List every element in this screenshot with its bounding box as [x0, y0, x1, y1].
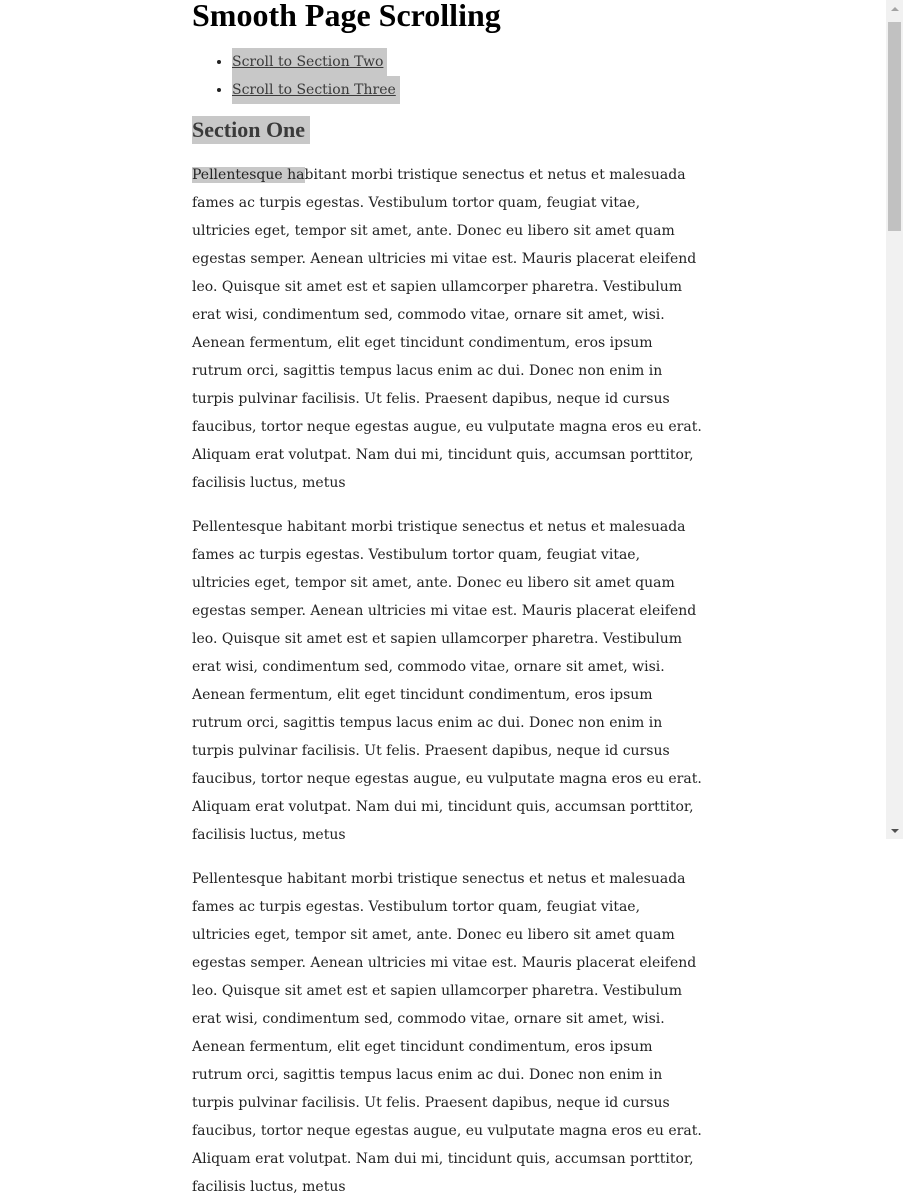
section-one-paragraph	[192, 161, 702, 497]
nav-item-section-three	[232, 76, 702, 104]
section-nav	[192, 48, 702, 104]
page-title: Smooth Page Scrolling	[192, 0, 501, 33]
nav-item-section-two	[232, 48, 702, 76]
page-content	[192, 0, 702, 1201]
vertical-scrollbar[interactable]	[886, 0, 903, 839]
arrow-down-icon	[891, 829, 899, 833]
scroll-to-section-two-link[interactable]: Scroll to Section Two	[232, 48, 387, 76]
scroll-to-section-three-link[interactable]: Scroll to Section Three	[232, 76, 400, 104]
section-one-paragraph: Pellentesque habitant morbi tristique senectus et netus et malesuada fames ac turpis egestas. Vestibulum tortor quam, feugiat vitae, ultricies eget, tempor sit amet, ante. Donec eu libero sit amet quam egestas semper. Aenean ultricies mi vitae est. Mauris placerat eleifend leo. Quisque sit amet est et sapien ullamcorper pharetra. Vestibulum erat wisi, condimentum sed, commodo vitae, ornare sit amet, wisi. Aenean fermentum, elit eget tincidunt condimentum, eros ipsum rutrum orci, sagittis tempus lacus enim ac dui. Donec non enim in turpis pulvinar facilisis. Ut felis. Praesent dapibus, neque id cursus faucibus, tortor neque egestas augue, eu vulputate magna eros eu erat. Aliquam erat volutpat. Nam dui mi, tincidunt quis, accumsan porttitor, facilisis luctus, metus	[192, 871, 702, 1195]
scroll-up-button[interactable]	[886, 0, 903, 17]
paragraph-text: bitant morbi tristique senectus et netus et malesuada fames ac turpis egestas. Vestibulum tortor quam, feugiat vitae, ultricies eget, tempor sit amet, ante. Donec eu libero sit amet quam egestas semper. Aenean ultricies mi vitae est. Mauris placerat eleifend leo. Quisque sit amet est et sapien ullamcorper pharetra. Vestibulum erat wisi, condimentum sed, commodo vitae, ornare sit amet, wisi. Aenean fermentum, elit eget tincidunt condimentum, eros ipsum rutrum orci, sagittis tempus lacus enim ac dui. Donec non enim in turpis pulvinar facilisis. Ut felis. Praesent dapibus, neque id cursus faucibus, tortor neque egestas augue, eu vulputate magna eros eu erat. Aliquam erat volutpat. Nam dui mi, tincidunt quis, accumsan porttitor, facilisis luctus, metus	[192, 167, 702, 491]
scroll-down-button[interactable]	[886, 822, 903, 839]
selected-text: Pellentesque ha	[192, 167, 305, 183]
section-one-heading: Section One	[192, 116, 310, 144]
scrollbar-thumb[interactable]	[888, 22, 901, 231]
arrow-up-icon	[891, 7, 899, 11]
section-one-paragraph: Pellentesque habitant morbi tristique senectus et netus et malesuada fames ac turpis egestas. Vestibulum tortor quam, feugiat vitae, ultricies eget, tempor sit amet, ante. Donec eu libero sit amet quam egestas semper. Aenean ultricies mi vitae est. Mauris placerat eleifend leo. Quisque sit amet est et sapien ullamcorper pharetra. Vestibulum erat wisi, condimentum sed, commodo vitae, ornare sit amet, wisi. Aenean fermentum, elit eget tincidunt condimentum, eros ipsum rutrum orci, sagittis tempus lacus enim ac dui. Donec non enim in turpis pulvinar facilisis. Ut felis. Praesent dapibus, neque id cursus faucibus, tortor neque egestas augue, eu vulputate magna eros eu erat. Aliquam erat volutpat. Nam dui mi, tincidunt quis, accumsan porttitor, facilisis luctus, metus	[192, 519, 702, 843]
